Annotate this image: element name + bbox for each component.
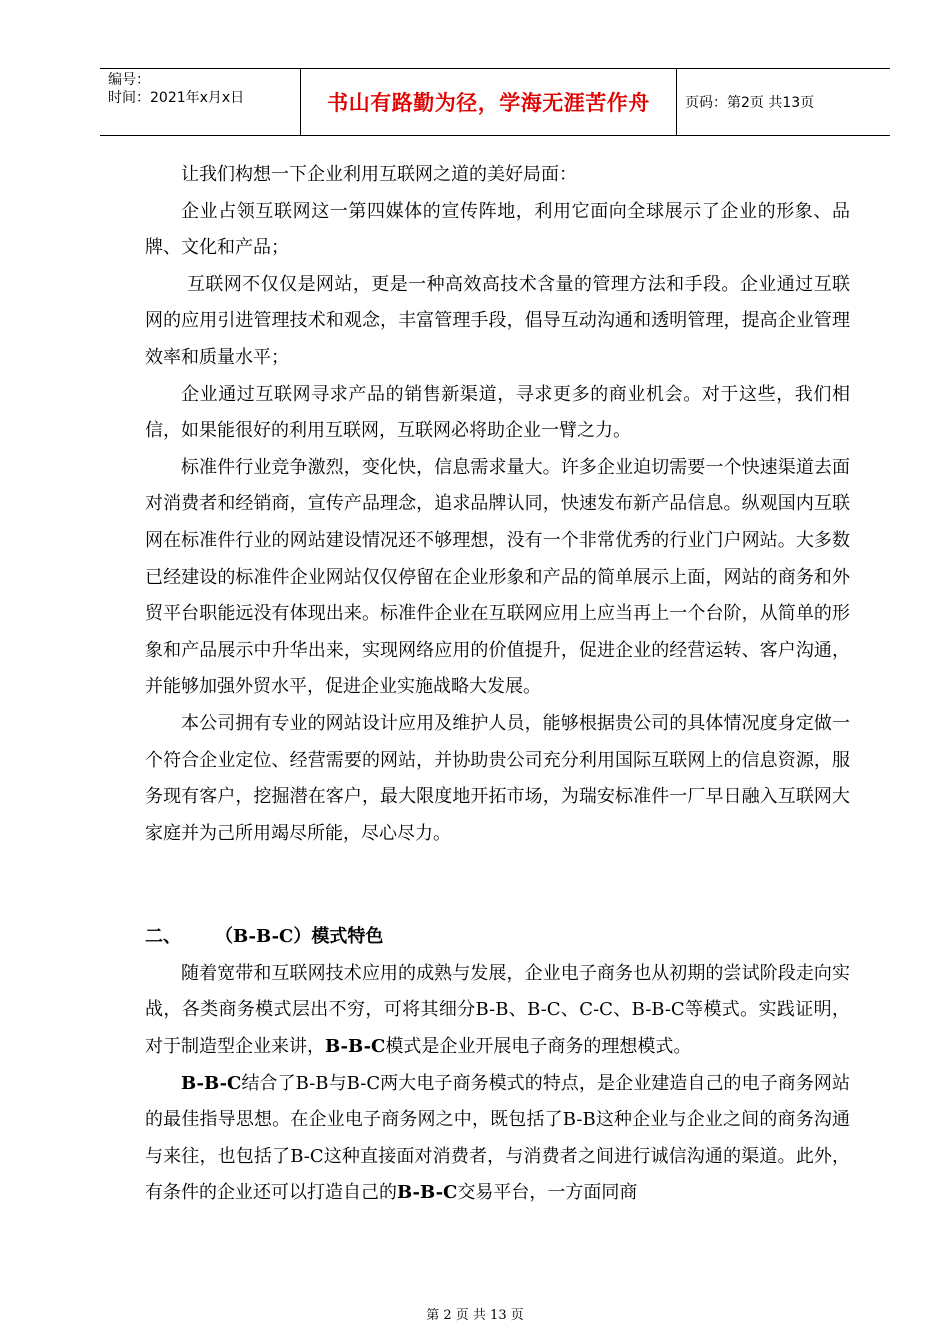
paragraph: 互联网不仅仅是网站，更是一种高效高技术含量的管理方法和手段。企业通过互联网的应用引进管理技术和观念，丰富管理手段，倡导互动沟通和透明管理，提高企业管理效率和质量水平； <box>145 273 850 368</box>
paragraph-text: 结合了B-B与B-C两大电子商务模式的特点，是企业建造自己的电子商务网站的最佳指导思想。在企业电子商务网之中，既包括了B-B这种企业与企业之间的商务沟通与来往，也包括了B-C这种直接面对消费者，与消费者之间进行诚信沟通的渠道。此外，有条件的企业还可以打造自己的 <box>145 1072 850 1204</box>
header-meta <box>100 69 301 135</box>
header-motto: 书山有路勤为径，学海无涯苦作舟 <box>327 91 650 115</box>
section-number: 二、 <box>145 926 181 948</box>
paragraph-text: 模式是企业开展电子商务的理想模式。 <box>385 1036 692 1058</box>
header-motto-cell <box>301 69 677 135</box>
page-header <box>100 68 890 136</box>
paragraph-text: 交易平台，一方面同商 <box>457 1182 638 1204</box>
section-title: （B-B-C）模式特色 <box>215 926 384 948</box>
header-page-number: 页码：第2页 共13页 <box>685 95 815 111</box>
section-spacer <box>145 852 850 919</box>
header-page-cell <box>677 69 890 135</box>
paragraph <box>145 956 850 1066</box>
footer-page-number: 第 2 页 共 13 页 <box>426 1308 524 1323</box>
page-footer <box>0 1304 950 1323</box>
document-date: 时间：2021年x月x日 <box>108 90 245 106</box>
paragraph-text: 随着宽带和互联网技术应用的成熟与发展，企业电子商务也从初期的尝试阶段走向实战，各类商务模式层出不穷，可将其细分B-B、B-C、C-C、B-B-C等模式。实践证明，对于制造型企业来讲， <box>145 962 850 1058</box>
section-heading <box>145 919 850 956</box>
document-body <box>145 157 850 1212</box>
paragraph: 标准件行业竞争激烈，变化快，信息需求量大。许多企业迫切需要一个快速渠道去面对消费者和经销商，宣传产品理念，追求品牌认同，快速发布新产品信息。纵观国内互联网在标准件行业的网站建设情况还不够理想，没有一个非常优秀的行业门户网站。大多数已经建设的标准件企业网站仅仅停留在企业形象和产品的简单展示上面，网站的商务和外贸平台职能远没有体现出来。标准件企业在互联网应用上应当再上一个台阶，从简单的形象和产品展示中升华出来，实现网络应用的价值提升，促进企业的经营运转、客户沟通，并能够加强外贸水平，促进企业实施战略大发展。 <box>145 456 850 698</box>
paragraph: 企业通过互联网寻求产品的销售新渠道，寻求更多的商业机会。对于这些，我们相信，如果能很好的利用互联网，互联网必将助企业一臂之力。 <box>145 383 850 442</box>
paragraph <box>145 1066 850 1212</box>
bold-term: B-B-C <box>325 1036 386 1058</box>
bold-term: B-B-C <box>181 1072 242 1094</box>
bold-term: B-B-C <box>397 1182 458 1204</box>
document-number-label: 编号： <box>108 72 150 88</box>
paragraph: 本公司拥有专业的网站设计应用及维护人员，能够根据贵公司的具体情况度身定做一个符合企业定位、经营需要的网站，并协助贵公司充分利用国际互联网上的信息资源，服务现有客户，挖掘潜在客户，最大限度地开拓市场，为瑞安标准件一厂早日融入互联网大家庭并为己所用竭尽所能，尽心尽力。 <box>145 712 850 844</box>
paragraph: 让我们构想一下企业利用互联网之道的美好局面： <box>181 164 577 185</box>
paragraph: 企业占领互联网这一第四媒体的宣传阵地，利用它面向全球展示了企业的形象、品牌、文化和产品； <box>145 200 850 259</box>
